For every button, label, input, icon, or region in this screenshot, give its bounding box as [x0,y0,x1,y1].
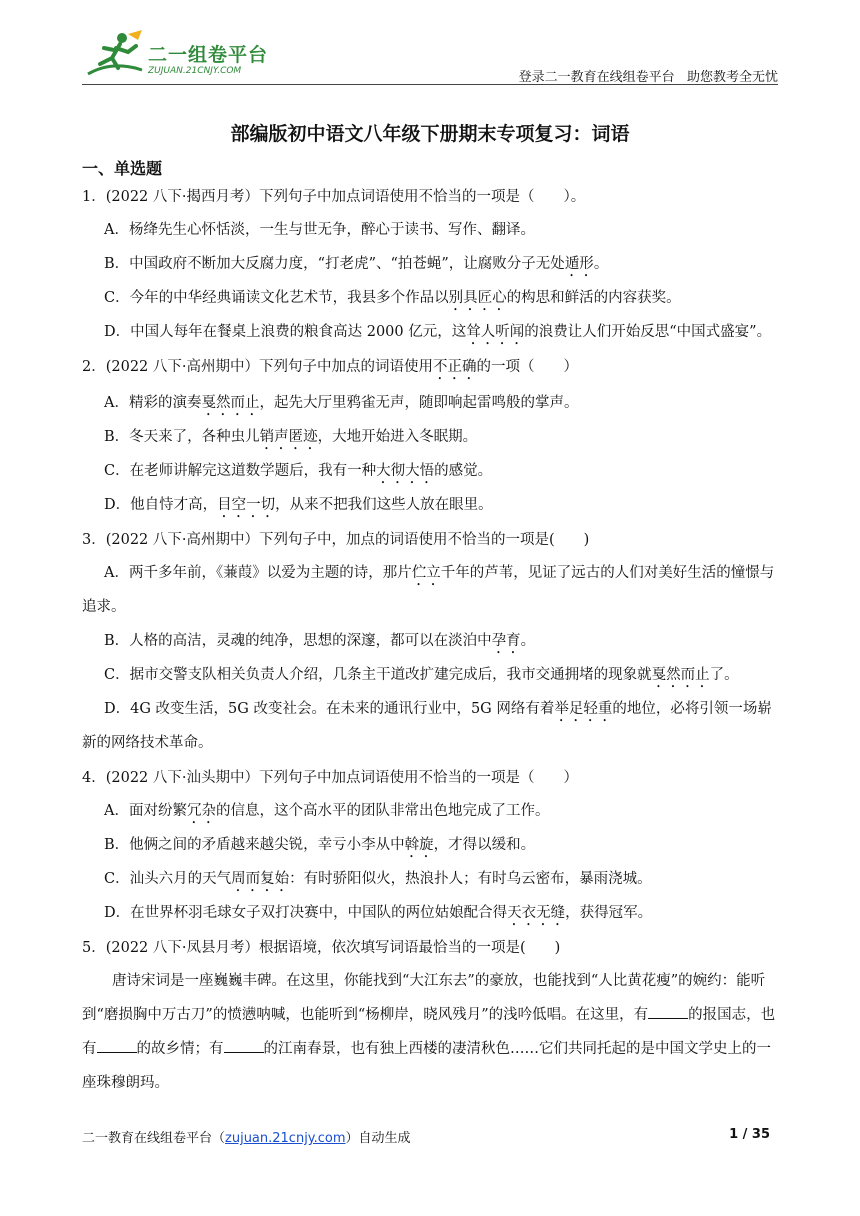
question-list [82,184,778,1100]
option-d: D．在世界杯羽毛球女子双打决赛中，中国队的两位姑娘配合得天衣无缝，获得冠军。 [104,905,653,921]
section-heading: 一、单选题 [82,159,163,178]
question-stem: 5．(2022 八下·凤县月考）根据语境，依次填写词语最恰当的一项是( ) [82,940,561,956]
dotted-word: 周而复始 [231,871,290,887]
option-c: C．今年的中华经典诵读文化艺术节，我县多个作品以别具匠心的构思和鲜活的内容获奖。 [104,290,681,306]
platform-link[interactable]: zujuan.21cnjy.com [225,1131,346,1146]
dotted-word: 孕育 [491,633,521,649]
site-logo[interactable] [82,30,282,82]
option-b: B．冬天来了，各种虫儿销声匿迹，大地开始进入冬眠期。 [104,429,478,445]
dotted-word: 天衣无缝 [507,905,566,921]
page-header [82,30,778,86]
option-b: B．人格的高洁，灵魂的纯净，思想的深邃，都可以在淡泊中孕育。 [104,633,536,649]
option-b: B．中国政府不断加大反腐力度，“打老虎”、“拍苍蝇”，让腐败分子无处遁形。 [104,256,609,272]
question-stem: 2．(2022 八下·高州期中）下列句子中加点的词语使用不正确的一项（ ） [82,359,579,375]
dotted-word: 举足轻重 [554,701,613,717]
question-stem: 1．(2022 八下·揭西月考）下列句子中加点词语使用不恰当的一项是（ ）。 [82,189,586,205]
question-5 [82,935,778,1100]
question-3 [82,527,778,760]
header-tagline: 登录二一教育在线组卷平台 助您教考全无忧 [518,70,778,85]
option-b: B．他俩之间的矛盾越来越尖锐，幸亏小李从中斡旋，才得以缓和。 [104,837,536,853]
fill-blank [97,1038,137,1053]
dotted-word: 销声匿迹 [259,429,318,445]
option-c: C．据市交警支队相关负责人介绍，几条主干道改扩建完成后，我市交通拥堵的现象就戛然而止了。 [104,667,739,683]
question-stem: 3．(2022 八下·高州期中）下列句子中，加点的词语使用不恰当的一项是( ) [82,532,590,548]
dotted-word: 遁形 [564,256,594,272]
logo-name: 二一组卷平台 [148,44,269,66]
dotted-word: 戛然而止 [651,667,710,683]
page-number: 1 / 35 [729,1127,770,1142]
fill-blank [648,1004,688,1019]
page-title: 部编版初中语文八年级下册期末专项复习：词语 [230,123,630,145]
dotted-word: 戛然而止 [201,395,260,411]
question-4 [82,765,778,930]
dotted-word: 大彻大悟 [376,463,435,479]
logo-url: ZUJUAN.21CNJY.COM [148,66,242,76]
option-a: A．两千多年前，《蒹葭》以爱为主题的诗，那片伫立千年的芦苇，见证了远古的人们对美好生活的憧憬与追求。 [82,565,775,615]
dotted-word: 不正确 [433,359,477,375]
option-d: D．中国人每年在餐桌上浪费的粮食高达 2000 亿元，这耸人听闻的浪费让人们开始反思“中国式盛宴”。 [104,324,772,340]
reading-passage: 唐诗宋词是一座巍巍丰碑。在这里，你能找到“大江东去”的豪放，也能找到“人比黄花瘦”的婉约：能听到“磨损胸中万古刀”的愤懑呐喊，也能听到“杨柳岸，晓风残月”的浅吟低唱。在这里，有 的报国志，也有 的故乡情；有 的江南春景，也有独上西楼的凄清秋色……它们共同托起的是中国文学史上的一座珠穆朗玛。 [82,973,776,1091]
runner-logo-icon [82,30,146,80]
dotted-word: 耸人听闻 [466,324,525,340]
question-1 [82,184,778,349]
question-2 [82,354,778,522]
page-footer-source: 二一教育在线组卷平台（zujuan.21cnjy.com）自动生成 [82,1131,411,1146]
dotted-word: 别具匠心 [448,290,507,306]
option-d: D．4G 改变生活，5G 改变社会。在未来的通讯行业中，5G 网络有着举足轻重的地位，必将引领一场崭新的网络技术革命。 [82,701,772,751]
dotted-word: 伫立 [411,565,441,581]
fill-blank [224,1038,264,1053]
option-a: A．精彩的演奏戛然而止，起先大厅里鸦雀无声，随即响起雷鸣般的掌声。 [104,395,579,411]
option-d: D．他自恃才高，目空一切，从来不把我们这些人放在眼里。 [104,497,493,513]
option-c: C．汕头六月的天气周而复始：有时骄阳似火，热浪扑人；有时乌云密布，暴雨浇城。 [104,871,652,887]
question-stem: 4．(2022 八下·汕头期中）下列句子中加点词语使用不恰当的一项是（ ） [82,770,578,786]
header-divider [82,84,778,85]
dotted-word: 冗杂 [186,803,216,819]
option-a: A．面对纷繁冗杂的信息，这个高水平的团队非常出色地完成了工作。 [104,803,550,819]
option-c: C．在老师讲解完这道数学题后，我有一种大彻大悟的感觉。 [104,463,493,479]
dotted-word: 斡旋 [404,837,434,853]
dotted-word: 目空一切 [217,497,276,513]
option-a: A．杨绛先生心怀恬淡，一生与世无争，醉心于读书、写作、翻译。 [104,222,535,238]
